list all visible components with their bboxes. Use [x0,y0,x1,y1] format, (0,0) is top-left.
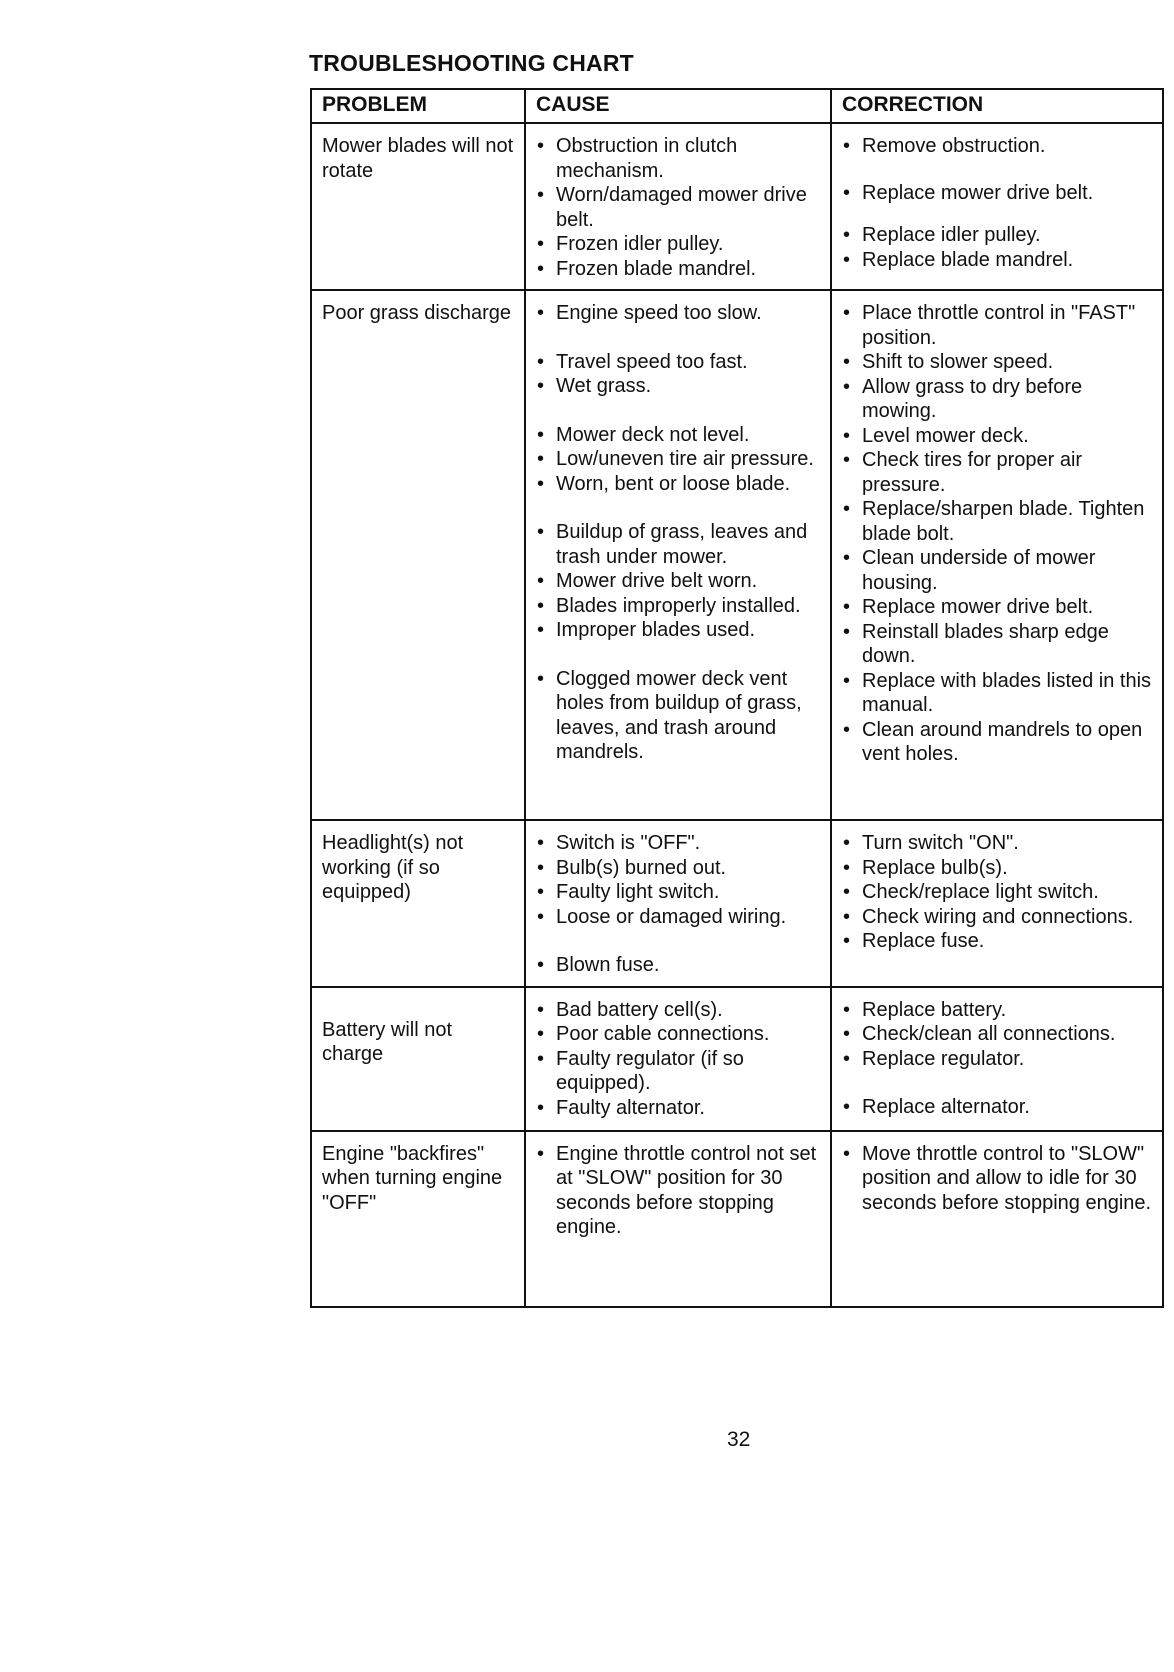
correction-item: • Replace idler pulley. [843,224,1041,246]
cause-item: • Frozen idler pulley. [537,233,724,255]
chart-title: TROUBLESHOOTING CHART [309,50,634,76]
cause-item: • Engine speed too slow. [537,302,762,324]
table-row [311,123,1163,290]
correction-item: • Replace mower drive belt. [843,596,1094,618]
cause-header: CAUSE [525,89,831,123]
cause-item: • Worn, bent or loose blade. [537,472,791,495]
correction-item: • Replace regulator. [843,1047,1025,1070]
cause-cell [525,987,831,1131]
cause-item: • Low/uneven tire air pressure. [537,448,814,470]
cause-cell [525,290,831,820]
correction-item: • Turn switch "ON". [843,832,1019,854]
correction-item: • Replace/sharpen blade. Tighten blade bolt. [843,498,1145,545]
correction-item: • Allow grass to dry before mowing. [843,375,1083,422]
correction-item: • Level mower deck. [843,424,1029,447]
cause-item: • Faulty regulator (if so equipped). [537,1047,744,1094]
cause-item: • Faulty light switch. [537,881,720,903]
table-row [311,987,1163,1131]
cause-item: • Wet grass. [537,375,652,397]
correction-cell [831,290,1163,820]
correction-item: • Replace mower drive belt. [843,181,1094,204]
correction-item: • Reinstall blades sharp edge down. [843,620,1109,667]
correction-item: • Clean around mandrels to open vent holes. [843,718,1143,765]
correction-item: • Place throttle control in "FAST" position. [843,302,1136,349]
correction-item: • Replace alternator. [843,1096,1030,1118]
correction-item: • Replace bulb(s). [843,856,1008,879]
cause-item: • Blades improperly installed. [537,594,801,617]
troubleshooting-table [310,88,1164,1308]
cause-item: • Buildup of grass, leaves and trash under mower. [537,521,808,568]
table-row [311,1131,1163,1307]
table-row [311,820,1163,987]
correction-cell [831,820,1163,987]
problem-cell: Poor grass discharge [311,290,525,820]
correction-cell [831,123,1163,290]
cause-item: • Faulty alternator. [537,1096,705,1119]
cause-cell [525,123,831,290]
cause-item: • Bad battery cell(s). [537,998,723,1021]
correction-item: • Check/replace light switch. [843,881,1099,903]
correction-item: • Replace fuse. [843,930,985,952]
problem-header: PROBLEM [311,89,525,123]
cause-item: • Bulb(s) burned out. [537,856,727,879]
cause-item: • Engine throttle control not set at "SLOW" position for 30 seconds before stopping engine. [537,1142,817,1238]
correction-item: • Replace with blades listed in this manual. [843,669,1152,716]
cause-cell [525,1131,831,1307]
cause-item: • Switch is "OFF". [537,832,701,854]
cause-item: • Travel speed too fast. [537,350,748,373]
correction-item: • Remove obstruction. [843,135,1046,157]
correction-item: • Check tires for proper air pressure. [843,449,1083,496]
correction-cell [831,1131,1163,1307]
correction-item: • Check wiring and connections. [843,905,1134,928]
page-number: 32 [727,1428,751,1451]
problem-cell: Headlight(s) not working (if so equipped) [311,820,525,987]
problem-cell: Battery will not charge [311,987,525,1131]
cause-item: • Clogged mower deck vent holes from buildup of grass, leaves, and trash around mandrels. [537,667,802,763]
cause-item: • Mower drive belt worn. [537,570,758,592]
cause-item: • Improper blades used. [537,619,756,641]
cause-item: • Frozen blade mandrel. [537,257,757,280]
correction-item: • Clean underside of mower housing. [843,547,1096,594]
header-row [311,89,1163,123]
correction-item: • Replace battery. [843,998,1007,1021]
cause-item: • Mower deck not level. [537,423,750,446]
cause-item: • Loose or damaged wiring. [537,905,787,928]
correction-item: • Replace blade mandrel. [843,248,1074,271]
problem-cell: Mower blades will not rotate [311,123,525,290]
cause-item: • Blown fuse. [537,954,660,976]
cause-item: • Obstruction in clutch mechanism. [537,135,738,182]
table-row [311,290,1163,820]
cause-item: • Worn/damaged mower drive belt. [537,184,807,231]
cause-item: • Poor cable connections. [537,1023,770,1045]
problem-cell: Engine "backfires" when turning engine "OFF" [311,1131,525,1307]
correction-item: • Check/clean all connections. [843,1023,1116,1045]
correction-cell [831,987,1163,1131]
correction-item: • Shift to slower speed. [843,351,1054,373]
correction-item: • Move throttle control to "SLOW" position and allow to idle for 30 seconds before stopping engine. [843,1142,1152,1214]
correction-header: CORRECTION [831,89,1163,123]
cause-cell [525,820,831,987]
